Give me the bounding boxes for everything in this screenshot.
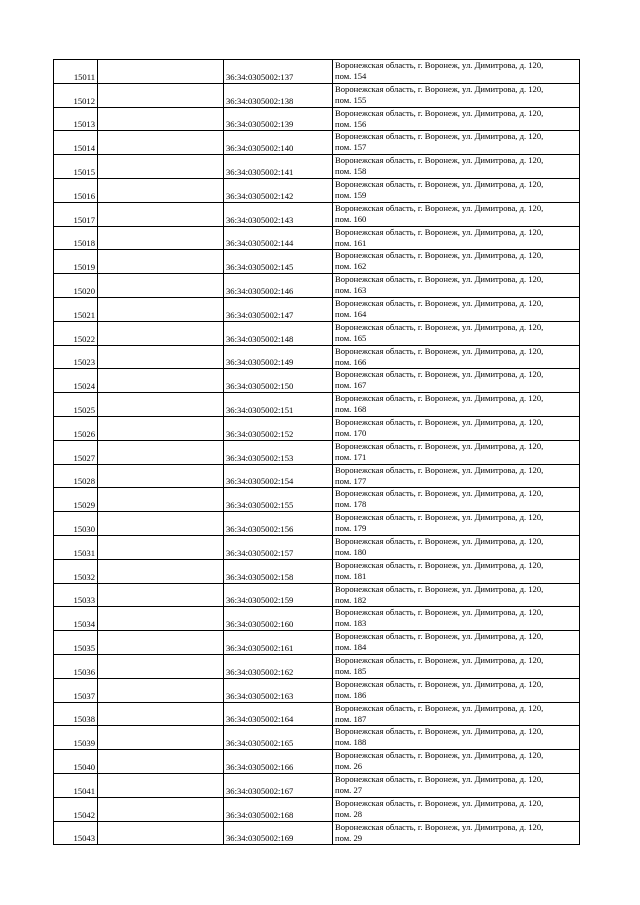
address-line-2: пом. 181 xyxy=(335,570,367,581)
empty-cell xyxy=(98,178,224,202)
address-line-1: Воронежская область, г. Воронеж, ул. Димитрова, д. 120, xyxy=(335,369,544,380)
cadastral-number-cell: 36:34:0305002:164 xyxy=(224,702,333,726)
table-row xyxy=(54,726,580,750)
row-number-cell: 15019 xyxy=(54,250,98,274)
address-line-2: пом. 164 xyxy=(335,308,367,319)
row-number-cell: 15043 xyxy=(54,821,98,845)
empty-cell xyxy=(98,583,224,607)
address-cell xyxy=(333,631,580,655)
address-cell xyxy=(333,83,580,107)
table-row xyxy=(54,654,580,678)
address-cell xyxy=(333,726,580,750)
address-line-1: Воронежская область, г. Воронеж, ул. Димитрова, д. 120, xyxy=(335,583,544,594)
cadastral-number-cell: 36:34:0305002:153 xyxy=(224,440,333,464)
row-number-cell: 15018 xyxy=(54,226,98,250)
empty-cell xyxy=(98,488,224,512)
address-line-2: пом. 29 xyxy=(335,832,363,843)
address-line-1: Воронежская область, г. Воронеж, ул. Димитрова, д. 120, xyxy=(335,773,544,784)
cadastral-number-cell: 36:34:0305002:138 xyxy=(224,83,333,107)
empty-cell xyxy=(98,464,224,488)
empty-cell xyxy=(98,535,224,559)
cadastral-number-cell: 36:34:0305002:165 xyxy=(224,726,333,750)
address-cell xyxy=(333,654,580,678)
address-line-1: Воронежская область, г. Воронеж, ул. Димитрова, д. 120, xyxy=(335,250,544,261)
table-row xyxy=(54,178,580,202)
table-row xyxy=(54,488,580,512)
address-line-1: Воронежская область, г. Воронеж, ул. Димитрова, д. 120, xyxy=(335,345,544,356)
empty-cell xyxy=(98,559,224,583)
empty-cell xyxy=(98,678,224,702)
address-line-2: пом. 178 xyxy=(335,499,367,510)
cadastral-number-cell: 36:34:0305002:142 xyxy=(224,178,333,202)
address-cell xyxy=(333,607,580,631)
address-cell xyxy=(333,369,580,393)
address-line-1: Воронежская область, г. Воронеж, ул. Димитрова, д. 120, xyxy=(335,512,544,523)
address-cell xyxy=(333,178,580,202)
address-cell xyxy=(333,321,580,345)
cadastral-number-cell: 36:34:0305002:151 xyxy=(224,393,333,417)
address-cell xyxy=(333,702,580,726)
table-row xyxy=(54,512,580,536)
empty-cell xyxy=(98,250,224,274)
cadastral-number-cell: 36:34:0305002:161 xyxy=(224,631,333,655)
cadastral-number-cell: 36:34:0305002:169 xyxy=(224,821,333,845)
empty-cell xyxy=(98,107,224,131)
table-row xyxy=(54,60,580,84)
table-row xyxy=(54,797,580,821)
row-number-cell: 15016 xyxy=(54,178,98,202)
address-line-2: пом. 163 xyxy=(335,285,367,296)
row-number-cell: 15036 xyxy=(54,654,98,678)
empty-cell xyxy=(98,607,224,631)
table-row xyxy=(54,464,580,488)
table-row xyxy=(54,250,580,274)
empty-cell xyxy=(98,202,224,226)
address-line-2: пом. 182 xyxy=(335,594,367,605)
address-line-2: пом. 155 xyxy=(335,94,367,105)
address-cell xyxy=(333,535,580,559)
address-line-2: пом. 157 xyxy=(335,142,367,153)
address-line-1: Воронежская область, г. Воронеж, ул. Димитрова, д. 120, xyxy=(335,702,544,713)
address-cell xyxy=(333,583,580,607)
cadastral-number-cell: 36:34:0305002:140 xyxy=(224,131,333,155)
empty-cell xyxy=(98,297,224,321)
address-cell xyxy=(333,559,580,583)
address-line-1: Воронежская область, г. Воронеж, ул. Димитрова, д. 120, xyxy=(335,131,544,142)
row-number-cell: 15023 xyxy=(54,345,98,369)
cadastral-number-cell: 36:34:0305002:143 xyxy=(224,202,333,226)
address-line-1: Воронежская область, г. Воронеж, ул. Димитрова, д. 120, xyxy=(335,274,544,285)
address-line-2: пом. 167 xyxy=(335,380,367,391)
row-number-cell: 15038 xyxy=(54,702,98,726)
address-line-2: пом. 177 xyxy=(335,475,367,486)
table-row xyxy=(54,202,580,226)
row-number-cell: 15030 xyxy=(54,512,98,536)
address-cell xyxy=(333,345,580,369)
cadastral-number-cell: 36:34:0305002:139 xyxy=(224,107,333,131)
table-row xyxy=(54,773,580,797)
row-number-cell: 15039 xyxy=(54,726,98,750)
address-line-2: пом. 160 xyxy=(335,213,367,224)
cadastral-number-cell: 36:34:0305002:166 xyxy=(224,750,333,774)
empty-cell xyxy=(98,702,224,726)
row-number-cell: 15022 xyxy=(54,321,98,345)
row-number-cell: 15017 xyxy=(54,202,98,226)
empty-cell xyxy=(98,797,224,821)
address-cell xyxy=(333,297,580,321)
address-line-1: Воронежская область, г. Воронеж, ул. Димитрова, д. 120, xyxy=(335,440,544,451)
address-line-2: пом. 180 xyxy=(335,546,367,557)
address-line-1: Воронежская область, г. Воронеж, ул. Димитрова, д. 120, xyxy=(335,678,544,689)
address-cell xyxy=(333,226,580,250)
address-cell xyxy=(333,678,580,702)
registry-table-body xyxy=(54,60,580,845)
table-row xyxy=(54,274,580,298)
address-line-1: Воронежская область, г. Воронеж, ул. Димитрова, д. 120, xyxy=(335,297,544,308)
address-line-1: Воронежская область, г. Воронеж, ул. Димитрова, д. 120, xyxy=(335,464,544,475)
address-line-2: пом. 188 xyxy=(335,737,367,748)
empty-cell xyxy=(98,726,224,750)
row-number-cell: 15034 xyxy=(54,607,98,631)
address-line-1: Воронежская область, г. Воронеж, ул. Димитрова, д. 120, xyxy=(335,821,544,832)
address-cell xyxy=(333,488,580,512)
address-cell xyxy=(333,773,580,797)
address-line-2: пом. 158 xyxy=(335,166,367,177)
empty-cell xyxy=(98,654,224,678)
address-line-2: пом. 154 xyxy=(335,71,367,81)
table-row xyxy=(54,369,580,393)
empty-cell xyxy=(98,321,224,345)
address-line-2: пом. 185 xyxy=(335,665,367,676)
address-line-1: Воронежская область, г. Воронеж, ул. Димитрова, д. 120, xyxy=(335,559,544,570)
address-line-1: Воронежская область, г. Воронеж, ул. Димитрова, д. 120, xyxy=(335,178,544,189)
address-line-1: Воронежская область, г. Воронеж, ул. Димитрова, д. 120, xyxy=(335,226,544,237)
address-line-2: пом. 170 xyxy=(335,427,367,438)
empty-cell xyxy=(98,345,224,369)
table-row xyxy=(54,131,580,155)
empty-cell xyxy=(98,440,224,464)
address-line-1: Воронежская область, г. Воронеж, ул. Димитрова, д. 120, xyxy=(335,535,544,546)
address-cell xyxy=(333,416,580,440)
cadastral-number-cell: 36:34:0305002:149 xyxy=(224,345,333,369)
cadastral-number-cell: 36:34:0305002:144 xyxy=(224,226,333,250)
table-row xyxy=(54,83,580,107)
address-line-1: Воронежская область, г. Воронеж, ул. Димитрова, д. 120, xyxy=(335,83,544,94)
table-row xyxy=(54,702,580,726)
address-cell xyxy=(333,797,580,821)
empty-cell xyxy=(98,226,224,250)
address-line-1: Воронежская область, г. Воронеж, ул. Димитрова, д. 120, xyxy=(335,797,544,808)
empty-cell xyxy=(98,274,224,298)
address-line-2: пом. 171 xyxy=(335,451,367,462)
cadastral-number-cell: 36:34:0305002:158 xyxy=(224,559,333,583)
row-number-cell: 15028 xyxy=(54,464,98,488)
address-line-2: пом. 184 xyxy=(335,642,367,653)
cadastral-number-cell: 36:34:0305002:157 xyxy=(224,535,333,559)
row-number-cell: 15029 xyxy=(54,488,98,512)
table-row xyxy=(54,559,580,583)
address-line-2: пом. 165 xyxy=(335,332,367,343)
cadastral-number-cell: 36:34:0305002:154 xyxy=(224,464,333,488)
row-number-cell: 15041 xyxy=(54,773,98,797)
address-line-1: Воронежская область, г. Воронеж, ул. Димитрова, д. 120, xyxy=(335,750,544,761)
empty-cell xyxy=(98,60,224,84)
address-cell xyxy=(333,512,580,536)
empty-cell xyxy=(98,512,224,536)
address-cell xyxy=(333,750,580,774)
empty-cell xyxy=(98,416,224,440)
cadastral-number-cell: 36:34:0305002:137 xyxy=(224,60,333,84)
cadastral-number-cell: 36:34:0305002:159 xyxy=(224,583,333,607)
address-line-2: пом. 156 xyxy=(335,118,367,129)
row-number-cell: 15024 xyxy=(54,369,98,393)
address-cell xyxy=(333,131,580,155)
address-cell xyxy=(333,821,580,845)
table-row xyxy=(54,607,580,631)
cadastral-number-cell: 36:34:0305002:152 xyxy=(224,416,333,440)
table-row xyxy=(54,155,580,179)
row-number-cell: 15026 xyxy=(54,416,98,440)
address-line-2: пом. 179 xyxy=(335,523,367,534)
address-line-1: Воронежская область, г. Воронеж, ул. Димитрова, д. 120, xyxy=(335,107,544,118)
table-row xyxy=(54,345,580,369)
address-cell xyxy=(333,107,580,131)
address-line-1: Воронежская область, г. Воронеж, ул. Димитрова, д. 120, xyxy=(335,416,544,427)
property-registry-table xyxy=(53,59,580,845)
table-row xyxy=(54,821,580,845)
cadastral-number-cell: 36:34:0305002:160 xyxy=(224,607,333,631)
address-line-2: пом. 186 xyxy=(335,689,367,700)
row-number-cell: 15020 xyxy=(54,274,98,298)
address-line-2: пом. 187 xyxy=(335,713,367,724)
address-line-1: Воронежская область, г. Воронеж, ул. Димитрова, д. 120, xyxy=(335,654,544,665)
address-cell xyxy=(333,393,580,417)
table-row xyxy=(54,297,580,321)
address-line-1: Воронежская область, г. Воронеж, ул. Димитрова, д. 120, xyxy=(335,488,544,499)
empty-cell xyxy=(98,155,224,179)
table-row xyxy=(54,678,580,702)
address-cell xyxy=(333,155,580,179)
address-line-2: пом. 166 xyxy=(335,356,367,367)
cadastral-number-cell: 36:34:0305002:150 xyxy=(224,369,333,393)
row-number-cell: 15027 xyxy=(54,440,98,464)
address-line-1: Воронежская область, г. Воронеж, ул. Димитрова, д. 120, xyxy=(335,726,544,737)
row-number-cell: 15042 xyxy=(54,797,98,821)
table-row xyxy=(54,107,580,131)
address-line-1: Воронежская область, г. Воронеж, ул. Димитрова, д. 120, xyxy=(335,202,544,213)
table-row xyxy=(54,393,580,417)
row-number-cell: 15040 xyxy=(54,750,98,774)
cadastral-number-cell: 36:34:0305002:163 xyxy=(224,678,333,702)
empty-cell xyxy=(98,631,224,655)
address-line-1: Воронежская область, г. Воронеж, ул. Димитрова, д. 120, xyxy=(335,631,544,642)
empty-cell xyxy=(98,821,224,845)
empty-cell xyxy=(98,131,224,155)
empty-cell xyxy=(98,83,224,107)
address-cell xyxy=(333,202,580,226)
table-row xyxy=(54,416,580,440)
address-line-1: Воронежская область, г. Воронеж, ул. Димитрова, д. 120, xyxy=(335,155,544,166)
cadastral-number-cell: 36:34:0305002:155 xyxy=(224,488,333,512)
address-line-1: Воронежская область, г. Воронеж, ул. Димитрова, д. 120, xyxy=(335,60,544,70)
empty-cell xyxy=(98,369,224,393)
table-row xyxy=(54,321,580,345)
table-row xyxy=(54,631,580,655)
cadastral-number-cell: 36:34:0305002:167 xyxy=(224,773,333,797)
address-line-2: пом. 28 xyxy=(335,808,363,819)
row-number-cell: 15014 xyxy=(54,131,98,155)
cadastral-number-cell: 36:34:0305002:162 xyxy=(224,654,333,678)
row-number-cell: 15015 xyxy=(54,155,98,179)
table-row xyxy=(54,583,580,607)
address-cell xyxy=(333,440,580,464)
address-line-2: пом. 161 xyxy=(335,237,367,248)
address-line-1: Воронежская область, г. Воронеж, ул. Димитрова, д. 120, xyxy=(335,321,544,332)
row-number-cell: 15021 xyxy=(54,297,98,321)
empty-cell xyxy=(98,773,224,797)
address-line-1: Воронежская область, г. Воронеж, ул. Димитрова, д. 120, xyxy=(335,607,544,618)
table-row xyxy=(54,226,580,250)
address-line-1: Воронежская область, г. Воронеж, ул. Димитрова, д. 120, xyxy=(335,393,544,404)
row-number-cell: 15012 xyxy=(54,83,98,107)
row-number-cell: 15011 xyxy=(54,60,98,84)
address-line-2: пом. 162 xyxy=(335,261,367,272)
row-number-cell: 15035 xyxy=(54,631,98,655)
address-line-2: пом. 168 xyxy=(335,404,367,415)
cadastral-number-cell: 36:34:0305002:146 xyxy=(224,274,333,298)
cadastral-number-cell: 36:34:0305002:141 xyxy=(224,155,333,179)
cadastral-number-cell: 36:34:0305002:147 xyxy=(224,297,333,321)
table-row xyxy=(54,535,580,559)
row-number-cell: 15013 xyxy=(54,107,98,131)
table-row xyxy=(54,440,580,464)
cadastral-number-cell: 36:34:0305002:168 xyxy=(224,797,333,821)
address-cell xyxy=(333,60,580,84)
row-number-cell: 15037 xyxy=(54,678,98,702)
row-number-cell: 15033 xyxy=(54,583,98,607)
row-number-cell: 15025 xyxy=(54,393,98,417)
address-line-2: пом. 159 xyxy=(335,189,367,200)
empty-cell xyxy=(98,750,224,774)
address-line-2: пом. 26 xyxy=(335,761,363,772)
empty-cell xyxy=(98,393,224,417)
address-line-2: пом. 183 xyxy=(335,618,367,629)
cadastral-number-cell: 36:34:0305002:156 xyxy=(224,512,333,536)
cadastral-number-cell: 36:34:0305002:145 xyxy=(224,250,333,274)
address-cell xyxy=(333,250,580,274)
table-row xyxy=(54,750,580,774)
cadastral-number-cell: 36:34:0305002:148 xyxy=(224,321,333,345)
address-cell xyxy=(333,274,580,298)
address-line-2: пом. 27 xyxy=(335,784,363,795)
row-number-cell: 15032 xyxy=(54,559,98,583)
address-cell xyxy=(333,464,580,488)
row-number-cell: 15031 xyxy=(54,535,98,559)
